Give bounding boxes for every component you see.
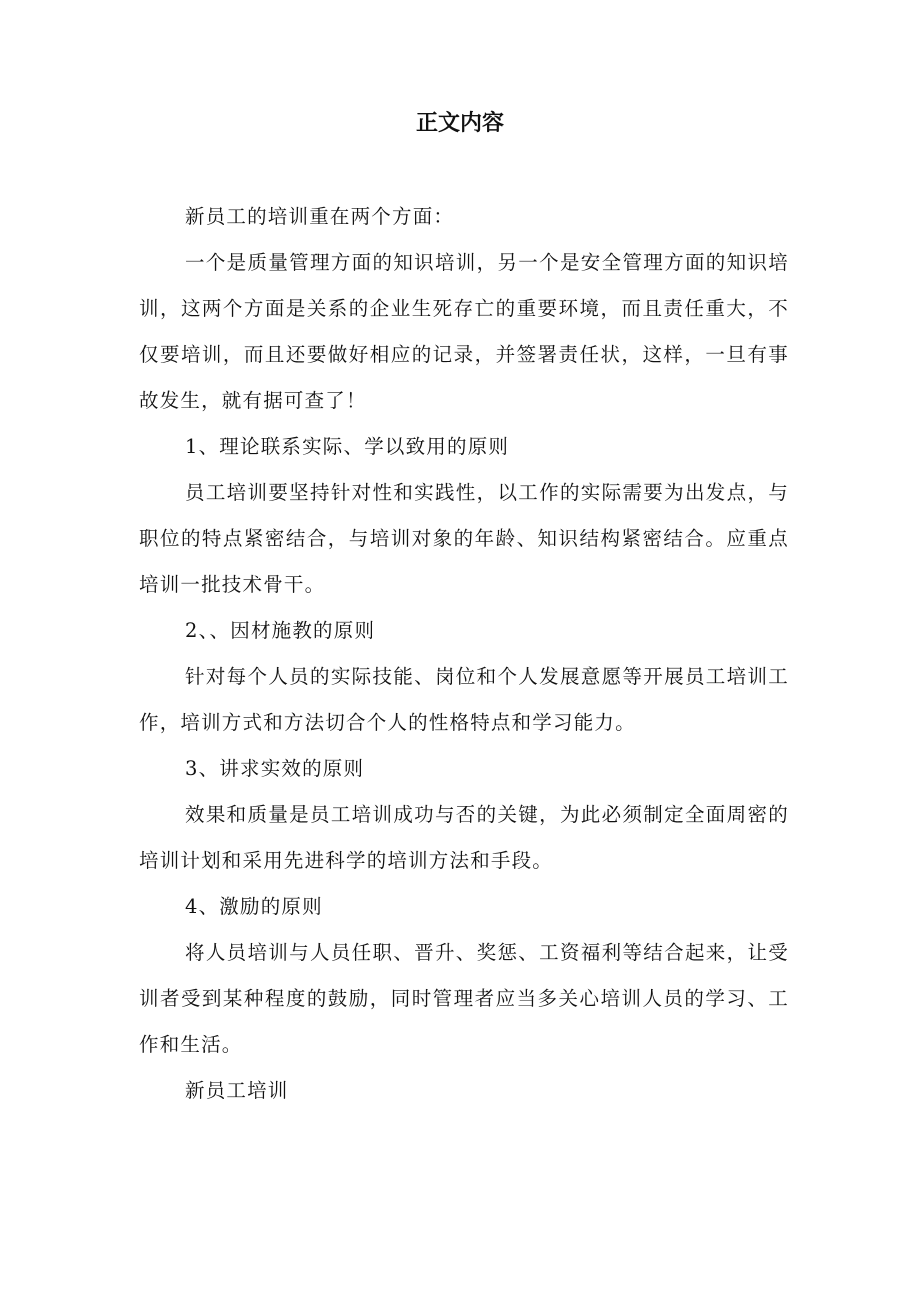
paragraph-principle-4: 将人员培训与人员任职、晋升、奖惩、工资福利等结合起来，让受训者受到某种程度的鼓励，同时管理者应当多关心培训人员的学习、工作和生活。 — [139, 941, 789, 1056]
paragraph-intro: 新员工的培训重在两个方面： — [185, 205, 455, 228]
heading-principle-1: 1、理论联系实际、学以致用的原则 — [185, 435, 510, 458]
paragraph-training-aspects: 一个是质量管理方面的知识培训，另一个是安全管理方面的知识培训，这两个方面是关系的企业生死存亡的重要环境，而且责任重大，不仅要培训，而且还要做好相应的记录，并签署责任状，这样，一旦有事故发生，就有据可查了！ — [139, 251, 789, 412]
document-body — [139, 194, 789, 1114]
heading-principle-2: 2、、因材施教的原则 — [185, 619, 376, 642]
paragraph-principle-3: 效果和质量是员工培训成功与否的关键，为此必须制定全面周密的培训计划和采用先进科学的培训方法和手段。 — [139, 803, 789, 872]
paragraph-principle-2: 针对每个人员的实际技能、岗位和个人发展意愿等开展员工培训工作，培训方式和方法切合个人的性格特点和学习能力。 — [139, 665, 789, 734]
paragraph-principle-1: 员工培训要坚持针对性和实践性，以工作的实际需要为出发点，与职位的特点紧密结合，与培训对象的年龄、知识结构紧密结合。应重点培训一批技术骨干。 — [139, 481, 789, 596]
heading-principle-3: 3、讲求实效的原则 — [185, 757, 365, 780]
heading-principle-4: 4、激励的原则 — [185, 895, 323, 918]
document-title: 正文内容 — [415, 111, 504, 136]
paragraph-closing: 新员工培训 — [185, 1079, 289, 1102]
